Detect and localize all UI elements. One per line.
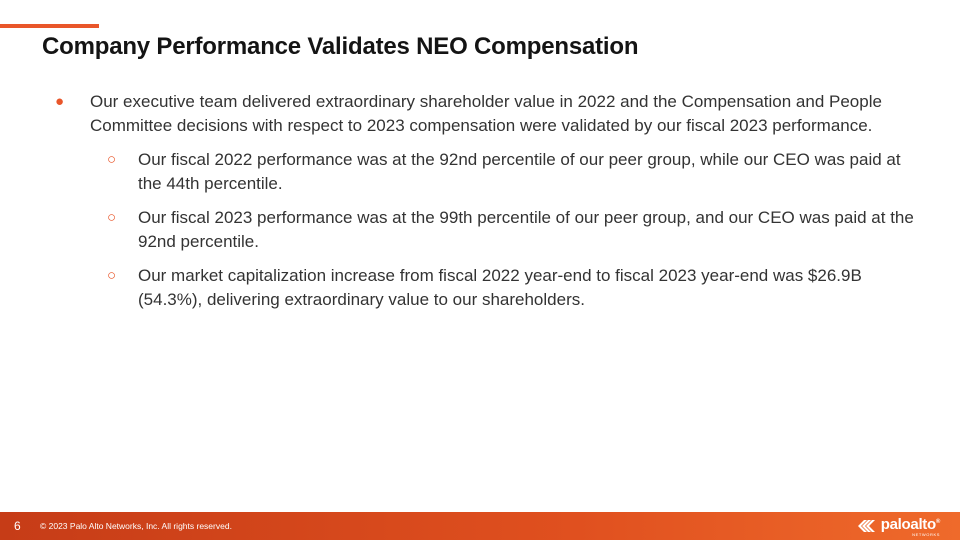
copyright-text: © 2023 Palo Alto Networks, Inc. All rights reserved. [40, 521, 232, 531]
page-number: 6 [14, 519, 21, 533]
sub-bullet-marker: ○ [107, 151, 117, 168]
logo-subtext: NETWORKS [912, 532, 940, 537]
bullet-text: Our executive team delivered extraordinary shareholder value in 2022 and the Compensation and People Committee decisions with respect to 2023 compensation were validated by our fiscal 2023 performance. [90, 92, 882, 135]
sub-bullet-item [0, 206, 960, 254]
bullet-item [0, 90, 960, 138]
sub-bullet-text: Our market capitalization increase from fiscal 2022 year-end to fiscal 2023 year-end was $26.9B (54.3%), delivering extraordinary value to our shareholders. [138, 266, 862, 309]
sub-bullet-marker: ○ [107, 209, 117, 226]
title-accent-bar [0, 24, 99, 28]
footer-bar [0, 512, 960, 540]
logo-mark-icon [856, 518, 878, 534]
page-title: Company Performance Validates NEO Compensation [42, 33, 639, 60]
sub-bullet-text: Our fiscal 2023 performance was at the 99th percentile of our peer group, and our CEO was paid at the 92nd percentile. [138, 208, 914, 251]
sub-bullet-marker: ○ [107, 267, 117, 284]
sub-bullet-text: Our fiscal 2022 performance was at the 92nd percentile of our peer group, while our CEO was paid at the 44th percentile. [138, 150, 901, 193]
company-logo [856, 515, 940, 537]
logo-text: paloalto [880, 516, 936, 533]
sub-bullet-item [0, 264, 960, 312]
logo-registered-mark: ® [935, 519, 940, 525]
bullet-list [0, 90, 960, 312]
sub-bullet-item [0, 148, 960, 196]
bullet-marker: ● [55, 93, 65, 110]
